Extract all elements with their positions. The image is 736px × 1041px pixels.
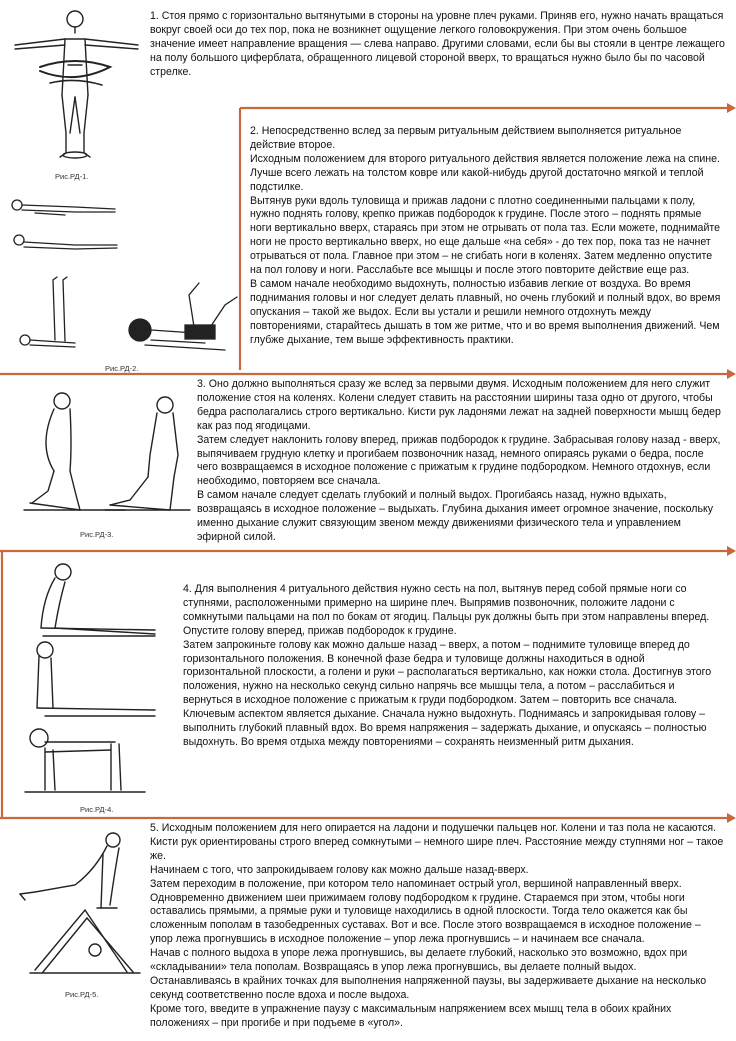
figure-rd-2: [5, 185, 240, 365]
section-5-paragraph: Кроме того, введите в упражнение паузу с максимальным напряжением всех мышц тела в обоих крайних положениях – при прогибе и при подъеме в «угол».: [150, 1002, 672, 1029]
arrowhead-2: [727, 103, 736, 113]
section-2-text: [250, 125, 725, 348]
section-2-paragraph: Исходным положением для второго ритуального действия является положение лежа на спине. Лучше всего лежать на толстом ковре или какой-нибудь другой достаточно мягкой и теплой подстилке.: [250, 152, 720, 193]
figure-rd-3: [10, 385, 195, 520]
figure-rd-1: [10, 5, 145, 165]
section-5-paragraph: 5. Исходным положением для него опирается на ладони и подушечки пальцев ног. Колени и таз пола не касаются. Кисти рук ориентированы строго вперед сомкнутыми – немного шире плеч. Расстояние между ступнями ног – такое же.: [150, 822, 724, 862]
section-2-paragraph: В самом начале необходимо выдохнуть, полностью избавив легкие от воздуха. Во время поднимания головы и ног следует делать плавный, но очень глубокий и полный вдох, во время опускания – такой же выдох. Если вы устали и решили немного отдохнуть между повторениями, старайтесь дышать в том же ритме, что и во время выполнения движений. Чем глубже дыхание, тем выше эффективность практики.: [250, 277, 721, 346]
section-5-paragraph: Начинаем с того, что запрокидываем голову как можно дальше назад-вверх.: [150, 863, 529, 876]
section-3-text: [197, 378, 725, 545]
section-2-paragraph: Вытянув руки вдоль туловища и прижав ладони с плотно соединенными пальцами к полу, нужно поднять голову, крепко прижав подбородок к грудине. После этого – поднять прямые ноги вертикально вверх, стараясь при этом не отрывать от пола таз. Если можете, поднимайте ноги не просто вертикально вверх, но еще дальше «на себя» - до тех пор, пока таз не начнет отрываться от пола. Главное при этом – не сгибать ноги в коленях. Затем медленно опустите на пол голову и ноги. Расслабьте все мышцы и после этого повторите действие еще раз.: [250, 194, 720, 277]
section-2-paragraph: 2. Непосредственно вслед за первым ритуальным действием выполняется ритуальное действие второе.: [250, 125, 682, 151]
caption-rd-5: Рис.РД-5.: [65, 990, 99, 999]
caption-rd-3: Рис.РД-3.: [80, 530, 114, 539]
arrowhead-3: [727, 369, 736, 379]
section-5-paragraph: Останавливаясь в крайних точках для выполнения напряженной паузы, вы задерживаете дыхание на несколько секунд соответственно после вдоха и после выдоха.: [150, 974, 707, 1001]
section-1-text: [150, 10, 726, 80]
section-3-paragraph: 3. Оно должно выполняться сразу же вслед за первыми двумя. Исходным положением для него служит положение стоя на коленях. Колени следует ставить на расстоянии ширины таза одно от другого, чтобы бедра располагались строго вертикально. Кисти рук ладонями лежат на задней поверхности мышц бедер как раз под ягодицами.: [197, 378, 721, 432]
caption-rd-2: Рис.РД-2.: [105, 364, 139, 373]
caption-rd-1: Рис.РД-1.: [55, 172, 89, 181]
figure-rd-5: [15, 830, 150, 980]
section-4-paragraph: Затем запрокиньте голову как можно дальше назад – вверх, а потом – поднимите туловище вперед до горизонтального положения. В конечной фазе бедра и туловище должны находиться в одной горизонтальной плоскости, а голени и руки – располагаться вертикально, как ножки стола. Достигнув этого положения, нужно на несколько секунд сильно напрячь все мышцы тела, а потом – расслабиться и вернуться в исходное положение с прижатым к груди подбородком. Затем – повторить все сначала.: [183, 638, 712, 707]
figure-rd-4: [15, 558, 175, 803]
section-4-paragraph: 4. Для выполнения 4 ритуального действия нужно сесть на пол, вытянув перед собой прямые ноги со ступнями, расположенными примерно на ширине плеч. Выпрямив позвоночник, положите ладони с сомкнутыми пальцами на пол по бокам от ягодиц. Пальцы рук должны быть при этом направлены вперед. Опустите голову вперед, прижав подбородок к грудине.: [183, 583, 710, 637]
section-3-paragraph: В самом начале следует сделать глубокий и полный выдох. Прогибаясь назад, нужно вдыхать, возвращаясь в исходное положение – выдыхать. Глубина дыхания имеет огромное значение, поскольку именно дыхание служит связующим звеном между движениями физического тела и управлением эфирной силой.: [197, 489, 714, 543]
caption-rd-4: Рис.РД-4.: [80, 805, 114, 814]
section-5-text: [150, 822, 726, 1031]
arrowhead-4: [727, 546, 736, 556]
arrowhead-5: [727, 813, 736, 823]
section-4-text: [183, 583, 723, 750]
section-1-paragraph: 1. Стоя прямо с горизонтально вытянутыми в стороны на уровне плеч руками. Приняв его, нужно начать вращаться вокруг своей оси до тех пор, пока не возникнет ощущение легкого головокружения. При этом очень большое значение имеет направление вращения — слева направо. Другими словами, если бы вы стояли в центре лежащего на полу большого циферблата, обращенного лицевой стороной вверх, то вращаться нужно было бы по часовой стрелке.: [150, 10, 725, 78]
section-3-paragraph: Затем следует наклонить голову вперед, прижав подбородок к грудине. Забрасывая голову назад - вверх, выпячиваем грудную клетку и прогибаем позвоночник назад, немного опираясь руками о бедра, после чего возвращаемся в исходное положение с прижатым к грудине подбородком. Немного отдохнув, если необходимо, повторяем все сначала.: [197, 433, 721, 488]
section-5-paragraph: Затем переходим в положение, при котором тело напоминает острый угол, вершиной направленный вверх. Одновременно движением шеи прижимаем голову подбородком к грудине. Стараемся при этом, чтобы ноги оставались прямыми, а прямые руки и туловище находились в одной плоскости. Тогда тело окажется как бы сложенным пополам в тазобедренных суставах. Вот и все. После этого возвращаемся в исходное положение – упор лежа прогнувшись в исходное положение – упор лежа прогнувшись – и начинаем все сначала.: [150, 877, 701, 946]
section-5-paragraph: Начав с полного выдоха в упоре лежа прогнувшись, вы делаете глубокий, насколько это возможно, вдох при «складывании» тела пополам. Возвращаясь в упор лежа прогнувшись, вы делаете полный выдох.: [150, 947, 688, 974]
section-4-paragraph: Ключевым аспектом является дыхание. Сначала нужно выдохнуть. Поднимаясь и запрокидывая голову – выполнить глубокий плавный вдох. Во время напряжения – задержать дыхание, и опускаясь – полностью выдохнуть. Во время отдыха между повторениями – сохранять неизменный ритм дыхания.: [183, 708, 707, 748]
